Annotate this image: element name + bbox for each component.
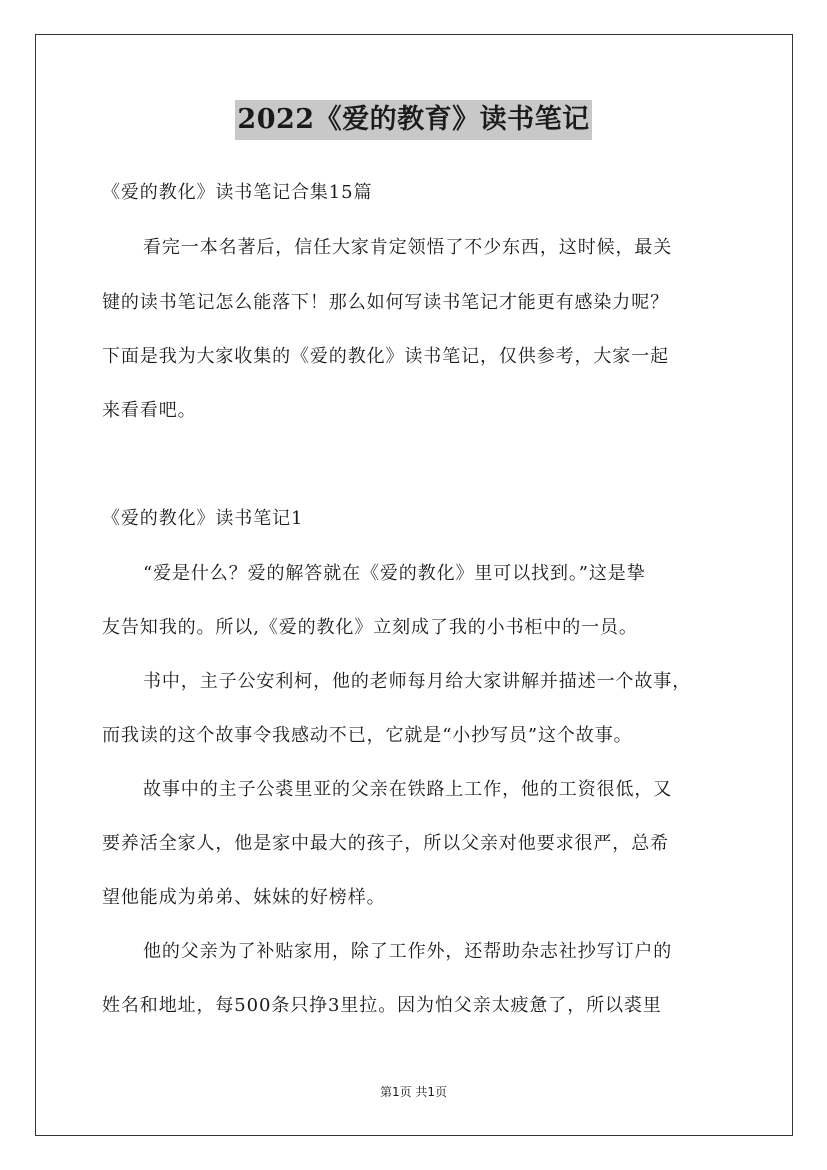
body-line: 友告知我的。所以,《爱的教化》立刻成了我的小书柜中的一员。: [102, 617, 638, 638]
body-line: 而我读的这个故事令我感动不已，它就是“小抄写员”这个故事。: [102, 725, 633, 746]
body-line: 故事中的主子公裘里亚的父亲在铁路上工作，他的工资很低，又: [143, 779, 673, 800]
intro-line: 键的读书笔记怎么能落下！那么如何写读书笔记才能更有感染力呢？: [102, 292, 669, 313]
intro-line: 下面是我为大家收集的《爱的教化》读书笔记，仅供参考，大家一起: [102, 346, 669, 367]
intro-line: 看完一本名著后，信任大家肯定领悟了不少东西，这时候，最关: [143, 237, 673, 258]
page-footer: 第1页 共1页: [379, 1085, 448, 1099]
body-line: 要养活全家人，他是家中最大的孩子，所以父亲对他要求很严，总希: [102, 833, 669, 854]
body-line: 姓名和地址，每500条只挣3里拉。因为怕父亲太疲惫了，所以裘里: [102, 995, 662, 1016]
body-line: 望他能成为弟弟、妹妹的好榜样。: [102, 887, 386, 908]
body-line: 书中，主子公安利柯，他的老师每月给大家讲解并描述一个故事，: [143, 671, 692, 692]
intro-line: 来看看吧。: [102, 400, 197, 421]
body-line: 他的父亲为了补贴家用，除了工作外，还帮助杂志社抄写订户的: [143, 941, 673, 962]
body-line: “爱是什么？爱的解答就在《爱的教化》里可以找到。”这是挚: [143, 563, 646, 584]
title-block: [0, 100, 827, 140]
subtitle: 《爱的教化》读书笔记合集15篇: [102, 182, 373, 203]
section-heading: 《爱的教化》读书笔记1: [102, 508, 304, 529]
document-title[interactable]: 2022《爱的教育》读书笔记: [235, 100, 591, 140]
